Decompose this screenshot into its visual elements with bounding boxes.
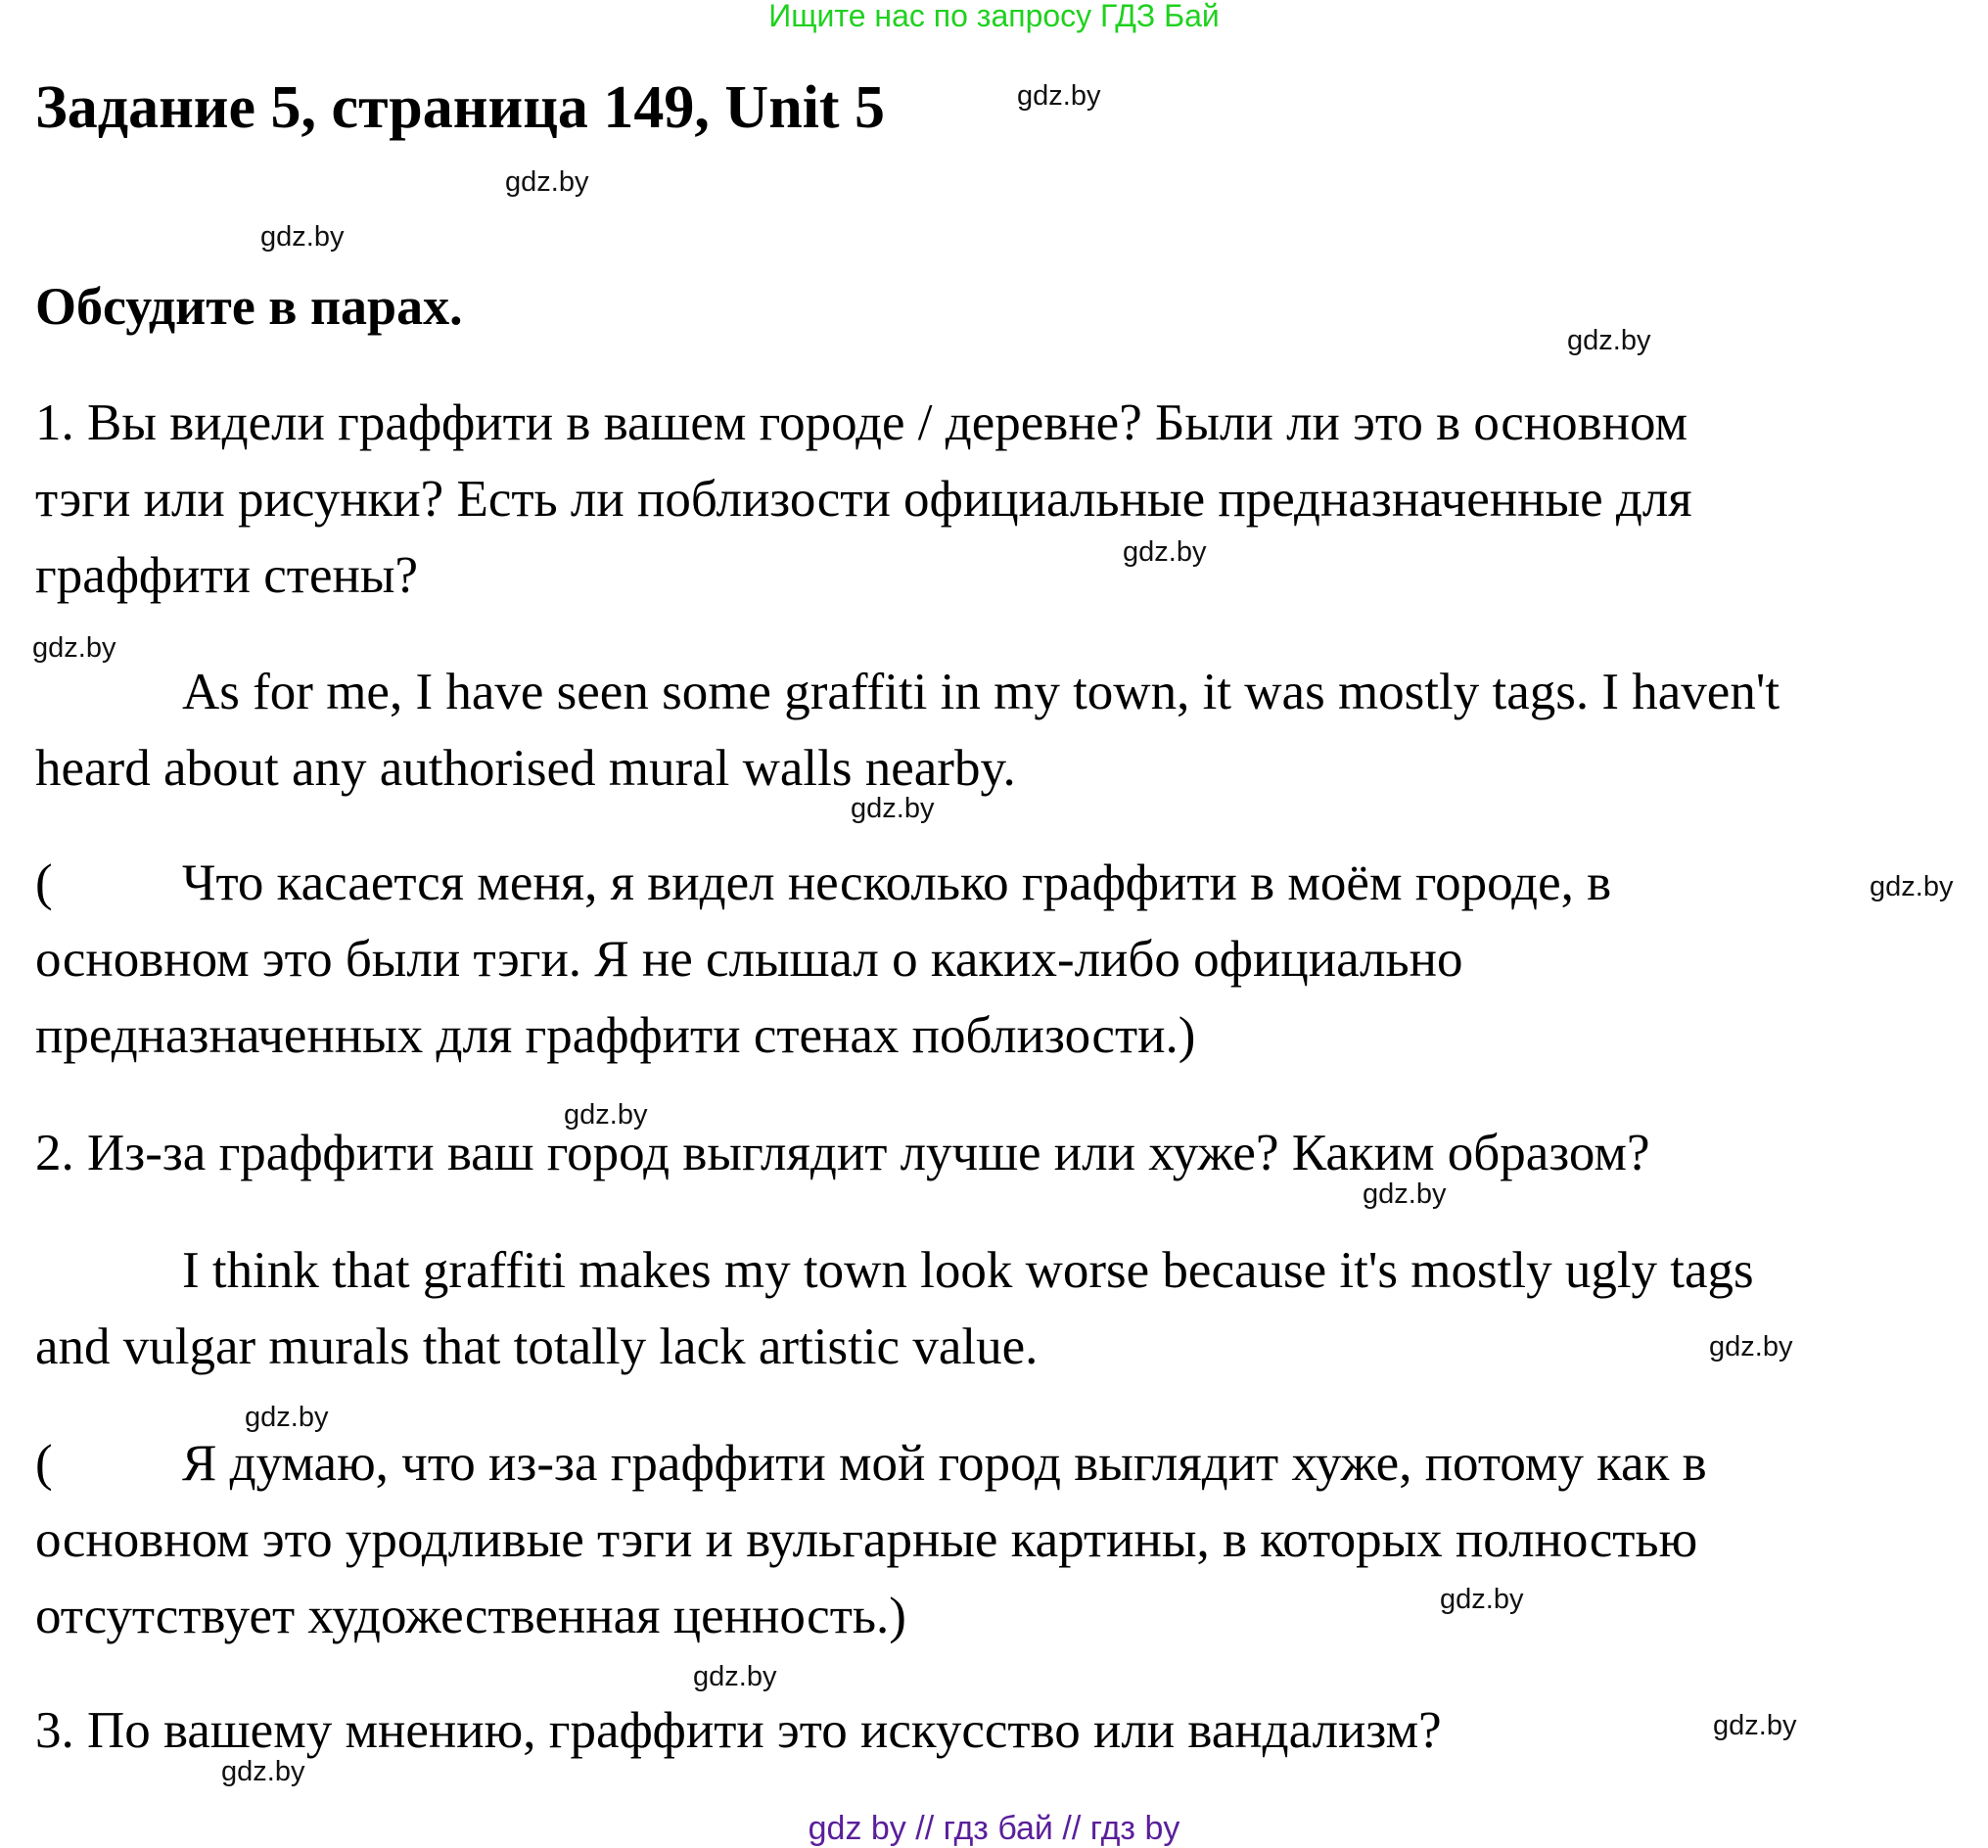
search-banner[interactable]: Ищите нас по запросу ГДЗ Бай — [768, 0, 1220, 33]
watermark: gdz.by — [505, 166, 589, 198]
watermark: gdz.by — [1870, 871, 1954, 902]
translation-2-line: отсутствует художественная ценность.) — [35, 1588, 906, 1644]
answer-2-line: I think that graffiti makes my town look worse because it's mostly ugly tags — [182, 1242, 1754, 1299]
question-1-line: граффити стены? — [35, 547, 418, 604]
watermark: gdz.by — [221, 1756, 305, 1787]
footer-links[interactable]: gdz by // гдз бай // гдз by — [808, 1810, 1180, 1847]
watermark: gdz.by — [851, 793, 935, 824]
question-1-line: тэги или рисунки? Есть ли поблизости официальные предназначенные для — [35, 471, 1692, 528]
translation-2-line: Я думаю, что из-за граффити мой город выглядит хуже, потому как в — [182, 1435, 1707, 1492]
translation-2-line: основном это уродливые тэги и вульгарные картины, в которых полностью — [35, 1511, 1698, 1568]
watermark: gdz.by — [1567, 325, 1651, 356]
question-1-line: 1. Вы видели граффити в вашем городе / деревне? Были ли это в основном — [35, 394, 1688, 451]
translation-1-paren: ( — [35, 855, 53, 911]
watermark: gdz.by — [564, 1099, 648, 1131]
watermark: gdz.by — [1709, 1331, 1793, 1363]
watermark: gdz.by — [1017, 80, 1101, 112]
answer-1-line: heard about any authorised mural walls nearby. — [35, 740, 1016, 797]
watermark: gdz.by — [1123, 536, 1207, 568]
translation-2-paren: ( — [35, 1435, 53, 1492]
question-3-line: 3. По вашему мнению, граффити это искусство или вандализм? — [35, 1702, 1442, 1759]
translation-1-line: предназначенных для граффити стенах поблизости.) — [35, 1007, 1196, 1064]
translation-1-line: Что касается меня, я видел несколько граффити в моём городе, в — [182, 855, 1612, 911]
watermark: gdz.by — [260, 221, 345, 253]
page-title: Задание 5, страница 149, Unit 5 — [35, 74, 886, 141]
watermark: gdz.by — [1440, 1584, 1524, 1615]
watermark: gdz.by — [693, 1661, 777, 1692]
translation-1-line: основном это были тэги. Я не слышал о каких-либо официально — [35, 931, 1463, 988]
answer-2-line: and vulgar murals that totally lack artistic value. — [35, 1318, 1039, 1375]
task-instruction: Обсудите в парах. — [35, 277, 463, 336]
watermark: gdz.by — [1713, 1710, 1797, 1741]
question-2-line: 2. Из-за граффити ваш город выглядит лучше или хуже? Каким образом? — [35, 1125, 1650, 1181]
answer-1-line: As for me, I have seen some graffiti in my town, it was mostly tags. I haven't — [182, 664, 1780, 720]
watermark: gdz.by — [245, 1402, 329, 1433]
watermark: gdz.by — [1363, 1178, 1447, 1210]
watermark: gdz.by — [32, 632, 116, 664]
